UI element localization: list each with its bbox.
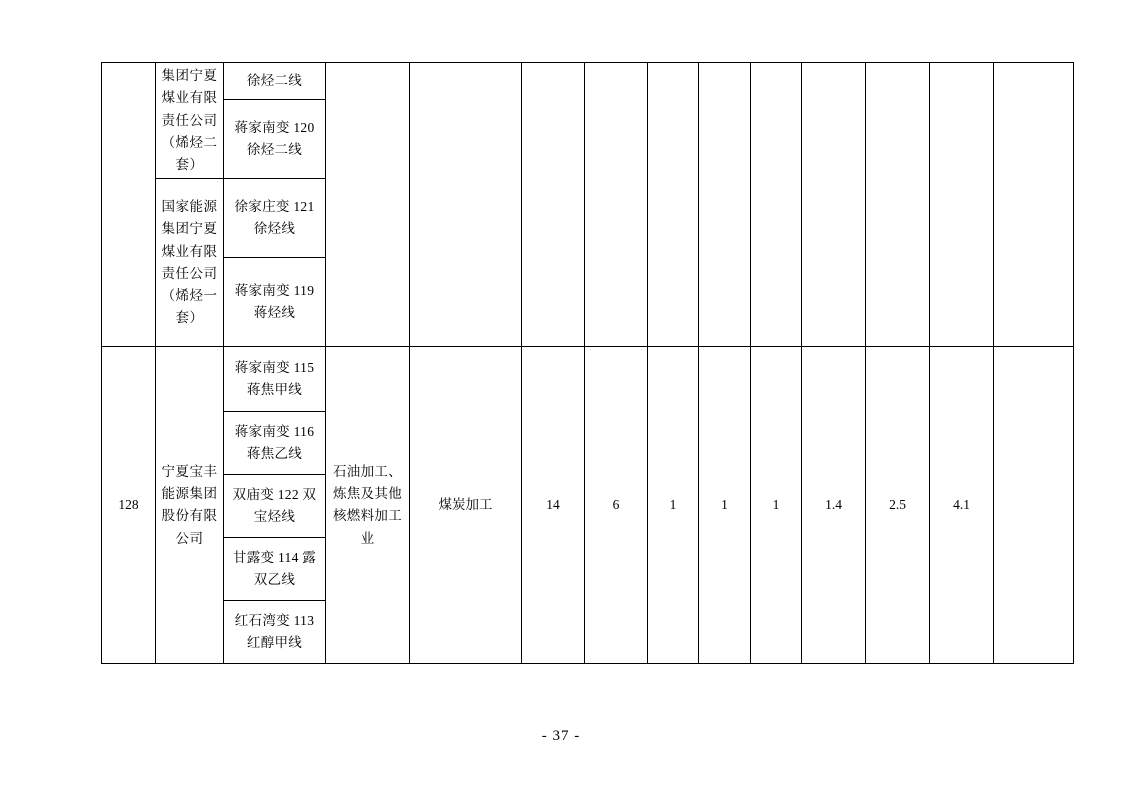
value-cell-2	[585, 63, 648, 347]
industry-cell: 石油加工、炼焦及其他核燃料加工业	[326, 347, 410, 664]
category-cell	[410, 63, 522, 347]
value-cell-7: 2.5	[866, 347, 930, 664]
line-name-cell: 蒋家南变 115 蒋焦甲线	[224, 347, 326, 412]
company-name-cell: 国家能源集团宁夏煤业有限责任公司（烯烃一套）	[156, 179, 224, 347]
value-cell-8: 4.1	[930, 347, 994, 664]
data-table	[101, 62, 1074, 664]
row-index-cell	[102, 63, 156, 347]
value-cell-6	[802, 63, 866, 347]
line-name-cell: 蒋家南变 119 蒋烃线	[224, 258, 326, 347]
value-cell-9	[994, 63, 1074, 347]
row-index-cell: 128	[102, 347, 156, 664]
value-cell-1: 14	[522, 347, 585, 664]
line-name-cell: 蒋家南变 116 蒋焦乙线	[224, 412, 326, 475]
table-row	[102, 347, 1074, 412]
value-cell-6: 1.4	[802, 347, 866, 664]
table-row	[102, 63, 1074, 100]
industry-cell	[326, 63, 410, 347]
line-name-cell: 双庙变 122 双宝烃线	[224, 475, 326, 538]
line-name-cell: 红石湾变 113 红醇甲线	[224, 601, 326, 664]
value-cell-5: 1	[751, 347, 802, 664]
value-cell-5	[751, 63, 802, 347]
value-cell-7	[866, 63, 930, 347]
category-cell: 煤炭加工	[410, 347, 522, 664]
line-name-cell: 徐烃二线	[224, 63, 326, 100]
value-cell-9	[994, 347, 1074, 664]
page-number: - 37 -	[541, 728, 581, 744]
value-cell-4	[699, 63, 751, 347]
value-cell-4: 1	[699, 347, 751, 664]
value-cell-8	[930, 63, 994, 347]
value-cell-1	[522, 63, 585, 347]
company-name-cell: 集团宁夏煤业有限责任公司（烯烃二套）	[156, 63, 224, 179]
value-cell-2: 6	[585, 347, 648, 664]
line-name-cell: 蒋家南变 120 徐烃二线	[224, 100, 326, 179]
value-cell-3: 1	[648, 347, 699, 664]
company-name-cell: 宁夏宝丰能源集团股份有限公司	[156, 347, 224, 664]
line-name-cell: 甘露变 114 露双乙线	[224, 538, 326, 601]
line-name-cell: 徐家庄变 121 徐烃线	[224, 179, 326, 258]
value-cell-3	[648, 63, 699, 347]
